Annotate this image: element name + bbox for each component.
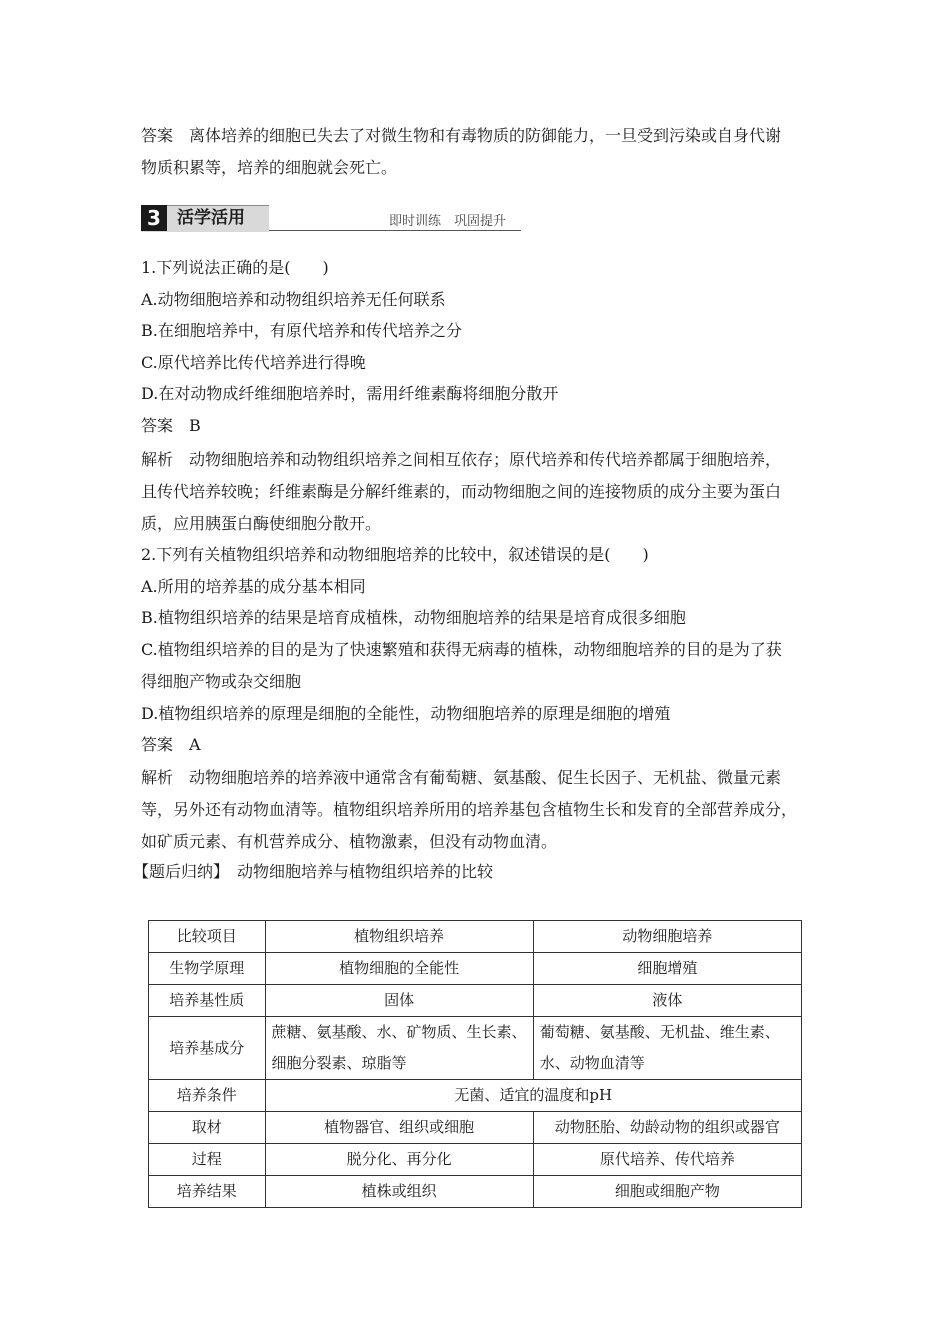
q1-answer: 答案 B xyxy=(141,416,201,435)
table-row xyxy=(149,953,802,985)
table-cell: 培养条件 xyxy=(149,1080,266,1112)
table-row xyxy=(149,1176,802,1208)
table-row xyxy=(149,1144,802,1176)
q1-analysis-1: 解析 动物细胞培养和动物组织培养之间相互依存；原代培养和传代培养都属于细胞培养， xyxy=(141,450,782,469)
table-row xyxy=(149,1112,802,1144)
table-row xyxy=(149,985,802,1017)
intro-answer-line-1: 答案 离体培养的细胞已失去了对微生物和有毒物质的防御能力，一旦受到污染或自身代谢 xyxy=(141,126,782,145)
table-cell: 培养基成分 xyxy=(149,1017,266,1080)
table-cell: 原代培养、传代培养 xyxy=(533,1144,801,1176)
table-header-cell: 植物组织培养 xyxy=(265,921,533,953)
table-cell: 细胞增殖 xyxy=(533,953,801,985)
table-cell: 葡萄糖、氨基酸、无机盐、维生素、水、动物血清等 xyxy=(533,1017,801,1080)
q1-option-d: D.在对动物成纤维细胞培养时，需用纤维素酶将细胞分散开 xyxy=(141,384,559,403)
table-cell: 蔗糖、氨基酸、水、矿物质、生长素、细胞分裂素、琼脂等 xyxy=(265,1017,533,1080)
table-cell: 植物细胞的全能性 xyxy=(265,953,533,985)
q2-option-c-1: C.植物组织培养的目的是为了快速繁殖和获得无病毒的植株，动物细胞培养的目的是为了获 xyxy=(141,640,782,659)
q1-option-c: C.原代培养比传代培养进行得晚 xyxy=(141,353,366,372)
table-row xyxy=(149,1080,802,1112)
table-cell: 培养结果 xyxy=(149,1176,266,1208)
table-cell: 取材 xyxy=(149,1112,266,1144)
table-cell: 植物器官、组织或细胞 xyxy=(265,1112,533,1144)
table-cell: 植株或组织 xyxy=(265,1176,533,1208)
table-cell: 培养基性质 xyxy=(149,985,266,1017)
table-cell: 过程 xyxy=(149,1144,266,1176)
q2-option-c-2: 得细胞产物或杂交细胞 xyxy=(141,672,302,691)
section-number: 3 xyxy=(141,205,167,231)
table-cell: 生物学原理 xyxy=(149,953,266,985)
table-cell: 动物胚胎、幼龄动物的组织或器官 xyxy=(533,1112,801,1144)
section-subtitle: 即时训练 巩固提升 xyxy=(389,214,507,229)
table-row xyxy=(149,1017,802,1080)
q1-analysis-2: 且传代培养较晚；纤维素酶是分解纤维素的，而动物细胞之间的连接物质的成分主要为蛋白 xyxy=(141,482,782,501)
q2-option-b: B.植物组织培养的结果是培育成植株，动物细胞培养的结果是培育成很多细胞 xyxy=(141,608,686,627)
q1-stem: 1.下列说法正确的是( ) xyxy=(141,258,329,277)
q2-answer: 答案 A xyxy=(141,735,201,754)
intro-answer-line-2: 物质积累等，培养的细胞就会死亡。 xyxy=(141,158,398,177)
q1-option-b: B.在细胞培养中，有原代培养和传代培养之分 xyxy=(141,321,462,340)
table-cell: 液体 xyxy=(533,985,801,1017)
banner-rule xyxy=(269,230,521,231)
q1-analysis-3: 质，应用胰蛋白酶使细胞分散开。 xyxy=(141,514,382,533)
section-banner xyxy=(141,205,521,233)
table-header-cell: 比较项目 xyxy=(149,921,266,953)
section-title: 活学活用 xyxy=(177,208,245,228)
q2-stem: 2.下列有关植物组织培养和动物细胞培养的比较中，叙述错误的是( ) xyxy=(141,545,649,564)
table-cell: 脱分化、再分化 xyxy=(265,1144,533,1176)
table-cell: 细胞或细胞产物 xyxy=(533,1176,801,1208)
table-cell-merged: 无菌、适宜的温度和pH xyxy=(265,1080,801,1112)
table-header-cell: 动物细胞培养 xyxy=(533,921,801,953)
table-cell: 固体 xyxy=(265,985,533,1017)
q2-analysis-2: 等，另外还有动物血清等。植物组织培养所用的培养基包含植物生长和发育的全部营养成分， xyxy=(141,800,798,819)
q2-analysis-1: 解析 动物细胞培养的培养液中通常含有葡萄糖、氨基酸、促生长因子、无机盐、微量元素 xyxy=(141,768,782,787)
summary-heading: 【题后归纳】 动物细胞培养与植物组织培养的比较 xyxy=(133,862,494,881)
comparison-table xyxy=(148,920,802,1208)
q2-option-d: D.植物组织培养的原理是细胞的全能性，动物细胞培养的原理是细胞的增殖 xyxy=(141,704,671,723)
q2-analysis-3: 如矿质元素、有机营养成分、植物激素，但没有动物血清。 xyxy=(141,832,558,851)
q1-option-a: A.动物细胞培养和动物组织培养无任何联系 xyxy=(141,290,446,309)
q2-option-a: A.所用的培养基的成分基本相同 xyxy=(141,577,366,596)
table-header-row xyxy=(149,921,802,953)
